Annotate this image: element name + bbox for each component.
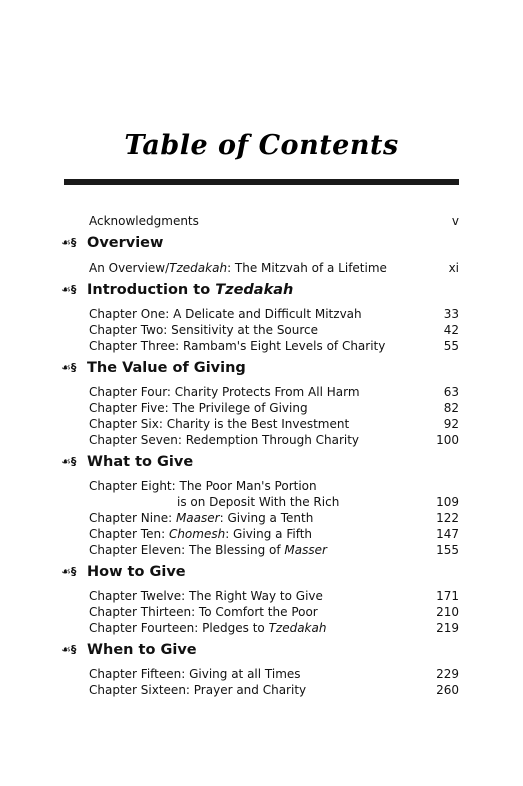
entry-page: 210	[436, 605, 459, 619]
section-title: How to Give	[87, 564, 186, 580]
toc-entry[interactable]	[89, 384, 459, 400]
entry-title: Chapter Eight: The Poor Man's Portion	[89, 479, 317, 493]
entry-page: 229	[436, 667, 459, 681]
entry-page: v	[451, 214, 459, 228]
entry-page: 42	[443, 323, 459, 337]
section-heading-what-to-give	[61, 452, 193, 472]
toc-entry[interactable]	[89, 432, 459, 448]
toc-entry[interactable]	[89, 526, 459, 542]
toc-entry-continuation[interactable]	[89, 494, 459, 510]
entry-title: Chapter Three: Rambam's Eight Levels of Charity	[89, 339, 386, 353]
toc-entry[interactable]	[89, 682, 459, 698]
ornament-icon: ☙§	[61, 643, 77, 656]
toc-entry[interactable]	[89, 542, 459, 558]
entry-title: Chapter Fifteen: Giving at all Times	[89, 667, 301, 681]
section-heading-overview	[61, 233, 163, 253]
toc-entry[interactable]	[89, 478, 459, 494]
entry-title: Chapter Eleven: The Blessing of Masser	[89, 543, 327, 557]
page-title: Table of Contents	[124, 130, 399, 161]
section-title: Introduction to Tzedakah	[87, 282, 294, 298]
entry-page: xi	[448, 261, 459, 275]
entry-page: 82	[443, 401, 459, 415]
ornament-icon: ☙§	[61, 283, 77, 296]
entry-page: 55	[443, 339, 459, 353]
entry-title: is on Deposit With the Rich	[177, 495, 340, 509]
ornament-icon: ☙§	[61, 565, 77, 578]
toc-entry[interactable]	[89, 260, 459, 276]
entry-title: Chapter Five: The Privilege of Giving	[89, 401, 308, 415]
entry-page: 155	[436, 543, 459, 557]
entry-title: Chapter Twelve: The Right Way to Give	[89, 589, 323, 603]
entry-title: An Overview/Tzedakah: The Mitzvah of a Lifetime	[89, 261, 387, 275]
entry-title: Chapter Ten: Chomesh: Giving a Fifth	[89, 527, 313, 541]
entry-page: 260	[436, 683, 459, 697]
section-heading-introduction	[61, 280, 293, 300]
section-heading-when-to-give	[61, 640, 197, 660]
toc-entry[interactable]	[89, 604, 459, 620]
entry-page: 100	[436, 433, 459, 447]
entry-title: Chapter Fourteen: Pledges to Tzedakah	[89, 621, 327, 635]
toc-entry[interactable]	[89, 322, 459, 338]
entry-page: 109	[436, 495, 459, 509]
ornament-icon: ☙§	[61, 455, 77, 468]
toc-entry[interactable]	[89, 666, 459, 682]
section-title: What to Give	[87, 454, 194, 470]
toc-entry[interactable]	[89, 510, 459, 526]
ornament-icon: ☙§	[61, 236, 77, 249]
entry-page: 63	[443, 385, 459, 399]
entry-title: Acknowledgments	[89, 214, 199, 228]
ornament-icon: ☙§	[61, 361, 77, 374]
entry-title: Chapter Nine: Maaser: Giving a Tenth	[89, 511, 314, 525]
entry-page: 219	[436, 621, 459, 635]
entry-title: Chapter Two: Sensitivity at the Source	[89, 323, 319, 337]
section-heading-how-to-give	[61, 562, 186, 582]
entry-page: 122	[436, 511, 459, 525]
toc-entry[interactable]	[89, 338, 459, 354]
section-title: Overview	[87, 235, 164, 251]
toc-entry[interactable]	[89, 306, 459, 322]
toc-entry-acknowledgments[interactable]	[89, 213, 459, 229]
section-title: When to Give	[87, 642, 197, 658]
entry-title: Chapter Sixteen: Prayer and Charity	[89, 683, 307, 697]
entry-page: 33	[443, 307, 459, 321]
toc-entry[interactable]	[89, 400, 459, 416]
entry-page: 147	[436, 527, 459, 541]
entry-title: Chapter One: A Delicate and Difficult Mitzvah	[89, 307, 362, 321]
entry-title: Chapter Seven: Redemption Through Charity	[89, 433, 360, 447]
title-rule	[64, 179, 459, 185]
toc-entry[interactable]	[89, 620, 459, 636]
entry-page: 171	[436, 589, 459, 603]
entry-page: 92	[443, 417, 459, 431]
entry-title: Chapter Four: Charity Protects From All Harm	[89, 385, 360, 399]
section-title: The Value of Giving	[87, 360, 246, 376]
entry-title: Chapter Six: Charity is the Best Investment	[89, 417, 350, 431]
toc-entry[interactable]	[89, 416, 459, 432]
toc-entry[interactable]	[89, 588, 459, 604]
section-heading-value-of-giving	[61, 358, 246, 378]
entry-title: Chapter Thirteen: To Comfort the Poor	[89, 605, 318, 619]
